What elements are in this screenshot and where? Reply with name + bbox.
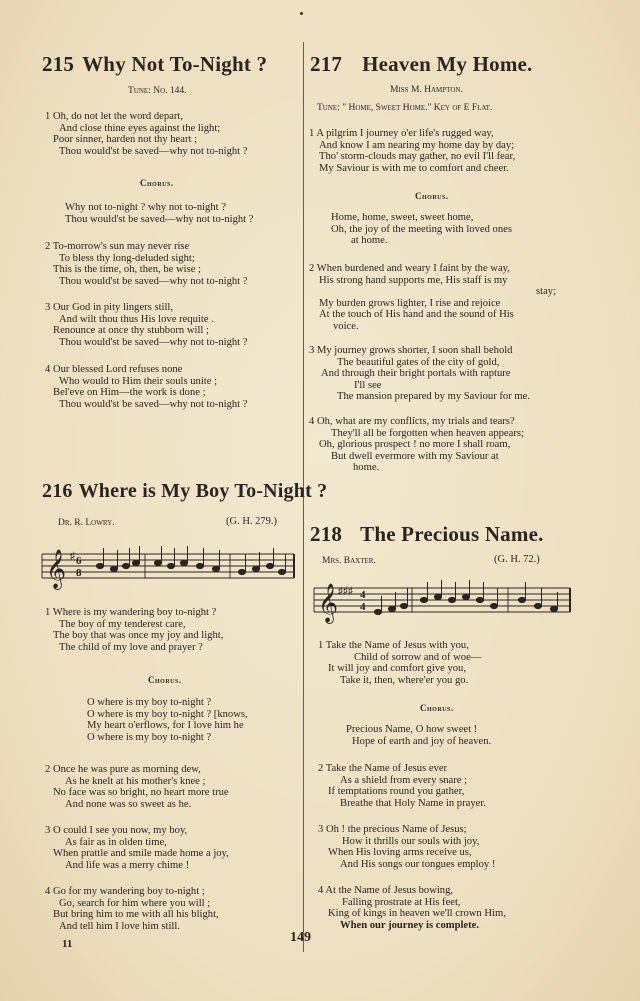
chorus bbox=[309, 212, 512, 247]
verse-line: If temptations round you gather, bbox=[328, 786, 465, 798]
verse-line: King of kings in heaven we'll crown Him, bbox=[328, 908, 506, 920]
verse-line: When prattle and smile made home a joy, bbox=[53, 848, 229, 860]
verse-line: 2 When burdened and weary I faint by the way, bbox=[309, 263, 510, 274]
verse-line: stay; bbox=[536, 286, 557, 298]
verse-line: Why not to-night ? why not to-night ? bbox=[65, 202, 226, 213]
verse-line: Take it, then, where'er you go. bbox=[340, 674, 469, 686]
verse-line: Bel'eve on Him—the work is done ; bbox=[53, 387, 206, 399]
verse-line: And His songs our tongues employ ! bbox=[340, 858, 496, 870]
verse-line: When His loving arms receive us, bbox=[328, 847, 472, 859]
verse-line: Thou would'st be saved—why not to-night ? bbox=[59, 336, 248, 348]
hymn-title-text: The Precious Name. bbox=[360, 522, 544, 546]
verse-line: And wilt thou thus His love requite . bbox=[59, 313, 214, 325]
verse-line: 2 To-morrow's sun may never rise bbox=[45, 241, 190, 252]
verse-line: The mansion prepared by my Saviour for me. bbox=[337, 391, 530, 403]
verse-line: Child of sorrow and of woe— bbox=[354, 651, 482, 663]
ink-speck bbox=[300, 12, 303, 15]
verse-line: at home. bbox=[351, 235, 388, 247]
tune-line: Tune: " Home, Sweet Home." Key of E Flat. bbox=[317, 103, 493, 113]
verse-line: The boy of my tenderest care, bbox=[59, 618, 186, 630]
verse-line: 4 Go for my wandering boy to-night ; bbox=[45, 886, 205, 897]
verse-line: Precious Name, O how sweet ! bbox=[346, 724, 478, 735]
verse-line: 2 Once he was pure as morning dew, bbox=[45, 764, 201, 775]
svg-text:𝄞: 𝄞 bbox=[46, 549, 67, 589]
svg-text:4: 4 bbox=[360, 601, 366, 613]
verse-line: But bring him to me with all his blight, bbox=[53, 909, 219, 921]
verse-line: And tell him I love him still. bbox=[59, 920, 180, 932]
verse-line: The boy that was once my joy and light, bbox=[53, 630, 224, 642]
verse-line: They'll all be forgotten when heaven appears; bbox=[331, 427, 524, 439]
tune-line: Tune: No. 144. bbox=[128, 86, 187, 96]
verse-line: 4 Our blessed Lord refuses none bbox=[45, 364, 183, 375]
verse-line: Thou would'st be saved—why not to-night ? bbox=[59, 398, 248, 410]
author: Dr. R. Lowry. bbox=[58, 518, 115, 528]
verse-line: Thou would'st be saved—why not to-night ? bbox=[59, 275, 248, 287]
stanza-1 bbox=[318, 640, 481, 686]
hymn-217 bbox=[310, 52, 532, 77]
verse-line: O where is my boy to-night ? bbox=[87, 731, 212, 743]
verse-line: 4 At the Name of Jesus bowing, bbox=[318, 885, 454, 896]
stanza-3 bbox=[318, 824, 495, 870]
verse-line: 1 Oh, do not let the word depart, bbox=[45, 111, 183, 122]
stanza-2 bbox=[45, 764, 229, 810]
chorus bbox=[45, 202, 253, 225]
verse-line: 1 Where is my wandering boy to-night ? bbox=[45, 607, 217, 618]
page-number: 149 bbox=[290, 930, 311, 945]
hymn-number: 218 bbox=[310, 522, 343, 546]
hymn-number: 215 bbox=[42, 52, 75, 76]
stanza-4 bbox=[309, 416, 524, 474]
hymn-216 bbox=[42, 480, 327, 503]
verse-line: I'll see bbox=[354, 379, 382, 391]
hymn-218 bbox=[310, 522, 544, 547]
stanza-4 bbox=[45, 364, 247, 410]
chorus-label: Chorus. bbox=[148, 675, 182, 685]
verse-line: His strong hand supports me, His staff is my bbox=[319, 274, 508, 286]
verse-line: And close thine eyes against the light; bbox=[59, 122, 221, 134]
verse-line: As he knelt at his mother's knee ; bbox=[65, 775, 206, 787]
hymn-title bbox=[310, 522, 544, 547]
hymn-215 bbox=[42, 52, 267, 77]
verse-line: voice. bbox=[333, 320, 359, 332]
reference: (G. H. 279.) bbox=[226, 516, 278, 527]
verse-line: Poor sinner, harden not thy heart ; bbox=[53, 134, 198, 146]
hymn-number: 217 bbox=[310, 52, 343, 76]
hymn-title bbox=[42, 480, 327, 503]
verse-line: And through their bright portals with rapture bbox=[321, 368, 511, 380]
verse-line: Home, home, sweet, sweet home, bbox=[331, 212, 474, 223]
verse-line: At the touch of His hand and the sound of His bbox=[319, 309, 514, 321]
chorus-label: Chorus. bbox=[415, 191, 449, 201]
verse-line: Oh, the joy of the meeting with loved ones bbox=[331, 223, 512, 235]
verse-line: 2 Take the Name of Jesus ever bbox=[318, 763, 448, 774]
chorus-label: Chorus. bbox=[140, 178, 174, 188]
stanza-2 bbox=[309, 263, 556, 333]
hymn-title bbox=[310, 52, 532, 77]
svg-text:4: 4 bbox=[360, 589, 366, 601]
verse-line: How it thrills our souls with joy, bbox=[342, 835, 480, 847]
author: Mrs. Baxter. bbox=[322, 556, 376, 566]
verse-line: The beautiful gates of the city of gold, bbox=[337, 356, 500, 368]
stanza-2 bbox=[45, 241, 247, 287]
stanza-3 bbox=[309, 345, 530, 403]
verse-line: My heart o'erflows, for I love him he bbox=[87, 720, 244, 732]
verse-line: O where is my boy to-night ? [knows, bbox=[87, 708, 248, 720]
stanza-1 bbox=[309, 128, 515, 174]
stanza-3 bbox=[45, 825, 229, 871]
author: Miss M. Hampton. bbox=[390, 85, 463, 95]
chorus-label: Chorus. bbox=[420, 703, 454, 713]
verse-line: As a shield from every snare ; bbox=[340, 774, 468, 786]
svg-text:♯♯♯: ♯♯♯ bbox=[338, 586, 353, 597]
verse-line: And know I am nearing my home day by day; bbox=[319, 139, 515, 151]
verse-line: No face was so bright, no heart more true bbox=[53, 787, 229, 799]
verse-line: The child of my love and prayer ? bbox=[59, 641, 203, 653]
hymn-number: 216 bbox=[42, 480, 73, 502]
verse-line: O where is my boy to-night ? bbox=[87, 697, 212, 708]
verse-line: Thou would'st be saved—why not to-night ? bbox=[65, 213, 254, 225]
verse-line: Oh, glorious prospect ! no more I shall roam, bbox=[319, 439, 511, 451]
music-staff bbox=[40, 540, 296, 590]
verse-line: Hope of earth and joy of heaven. bbox=[352, 735, 492, 747]
verse-line: My Saviour is with me to comfort and cheer. bbox=[319, 162, 509, 174]
chorus bbox=[318, 724, 491, 747]
verse-line: 1 A pilgrim I journey o'er life's rugged way, bbox=[309, 128, 494, 139]
verse-line: Breathe that Holy Name in prayer. bbox=[340, 797, 486, 809]
verse-line: 1 Take the Name of Jesus with you, bbox=[318, 640, 469, 651]
verse-line: Who would to Him their souls unite ; bbox=[59, 375, 218, 387]
stanza-1 bbox=[45, 111, 247, 157]
verse-line: Tho' storm-clouds may gather, no evil I'll fear, bbox=[319, 151, 516, 163]
verse-line: 3 Oh ! the precious Name of Jesus; bbox=[318, 824, 467, 835]
signature-mark: 11 bbox=[62, 938, 73, 950]
svg-text:𝄞: 𝄞 bbox=[318, 583, 339, 623]
reference: (G. H. 72.) bbox=[494, 554, 540, 565]
hymn-title-text: Why Not To-Night ? bbox=[82, 52, 268, 76]
verse-line: Go, search for him where you will ; bbox=[59, 897, 211, 909]
svg-text:6: 6 bbox=[76, 555, 82, 567]
svg-text:♯: ♯ bbox=[70, 551, 75, 562]
verse-line: As fair as in olden time, bbox=[65, 836, 167, 848]
stanza-2 bbox=[318, 763, 486, 809]
verse-line: 3 Our God in pity lingers still, bbox=[45, 302, 174, 313]
verse-line: But dwell evermore with my Saviour at bbox=[331, 450, 499, 462]
verse-line: And none was so sweet as he. bbox=[65, 798, 192, 810]
verse-line: It will joy and comfort give you, bbox=[328, 663, 466, 675]
verse-line: This is the time, oh, then, be wise ; bbox=[53, 264, 201, 276]
verse-line: My burden grows lighter, I rise and rejoice bbox=[319, 297, 501, 309]
verse-line: 3 O could I see you now, my boy, bbox=[45, 825, 188, 836]
verse-line: Thou would'st be saved—why not to-night ? bbox=[59, 145, 248, 157]
hymn-title-text: Heaven My Home. bbox=[362, 52, 533, 76]
svg-text:8: 8 bbox=[76, 567, 82, 579]
stanza-1 bbox=[45, 607, 223, 653]
chorus bbox=[45, 697, 248, 743]
music-staff bbox=[312, 572, 572, 624]
verse-line: 3 My journey grows shorter, I soon shall behold bbox=[309, 345, 513, 356]
hymn-title bbox=[42, 52, 267, 77]
stanza-4 bbox=[318, 885, 506, 931]
verse-line: Renounce at once thy stubborn will ; bbox=[53, 325, 209, 337]
stanza-3 bbox=[45, 302, 247, 348]
hymn-title-text: Where is My Boy To-Night ? bbox=[78, 480, 328, 502]
verse-line: When our journey is complete. bbox=[340, 919, 479, 931]
verse-line: To bless thy long-deluded sight; bbox=[59, 252, 195, 264]
verse-line: 4 Oh, what are my conflicts, my trials and tears? bbox=[309, 416, 515, 427]
verse-line: Falling prostrate at His feet, bbox=[342, 896, 461, 908]
verse-line: And life was a merry chime ! bbox=[65, 859, 190, 871]
verse-line: home. bbox=[353, 462, 380, 474]
stanza-4 bbox=[45, 886, 219, 932]
